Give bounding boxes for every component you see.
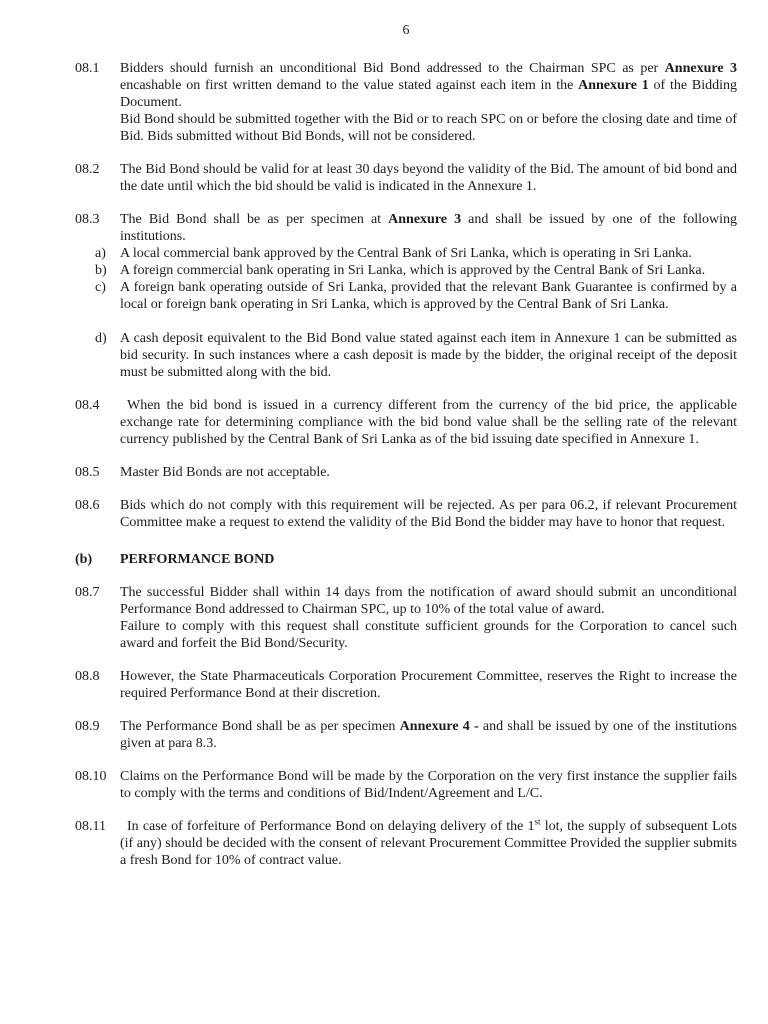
text-run: Master Bid Bonds are not acceptable. xyxy=(120,465,330,480)
paragraph xyxy=(120,668,737,702)
text-run: Annexure 1 xyxy=(578,78,649,93)
item-number: 08.9 xyxy=(75,719,100,734)
doc-item xyxy=(75,464,737,481)
text-run: and shall be issued by one of the following institutions. xyxy=(120,212,738,244)
paragraph xyxy=(120,245,737,262)
text-run: The Bid Bond shall be as per specimen at xyxy=(120,212,389,227)
doc-item xyxy=(75,60,737,145)
doc-item xyxy=(75,161,737,195)
item-number: 08.5 xyxy=(75,465,100,480)
paragraph xyxy=(120,330,737,381)
doc-item xyxy=(75,330,737,381)
text-run: of the Bidding Document. xyxy=(120,78,737,110)
text-run: Annexure 3 xyxy=(664,61,737,76)
text-run: st xyxy=(534,816,541,827)
document-body xyxy=(75,60,737,869)
paragraph xyxy=(120,718,737,752)
item-number: b) xyxy=(95,263,107,278)
doc-item xyxy=(75,397,737,448)
text-run: PERFORMANCE BOND xyxy=(120,552,275,567)
paragraph xyxy=(120,497,737,531)
paragraph xyxy=(120,161,737,195)
text-run: Bidders should furnish an unconditional Bid Bond addressed to the Chairman SPC as per xyxy=(120,61,665,76)
item-number: (b) xyxy=(75,552,93,567)
text-run: A foreign commercial bank operating in Sri Lanka, which is approved by the Central Bank of Sri Lanka. xyxy=(120,263,706,278)
doc-item xyxy=(75,584,737,652)
item-number: 08.6 xyxy=(75,498,100,513)
text-run: Annexure 3 xyxy=(388,212,462,227)
item-number: 08.7 xyxy=(75,585,100,600)
paragraph xyxy=(120,60,737,111)
paragraph xyxy=(120,211,737,245)
text-run: Annexure 4 - xyxy=(399,719,479,734)
paragraph xyxy=(120,768,737,802)
paragraph xyxy=(120,111,737,145)
text-run: When the bid bond is issued in a currency different from the currency of the bid price, the applicable exchange rate for determining compliance with the bid bond value shall be the selling rate of the relevant currency published by the Central Bank of Sri Lanka as of the bid issuing date specified in Annexure 1. xyxy=(120,398,737,447)
text-run: A local commercial bank approved by the Central Bank of Sri Lanka, which is operating in Sri Lanka. xyxy=(120,246,692,261)
doc-item xyxy=(75,245,737,262)
paragraph xyxy=(120,397,737,448)
item-number: 08.4 xyxy=(75,398,100,413)
item-number: 08.3 xyxy=(75,212,100,227)
section-heading xyxy=(75,551,737,568)
item-number: 08.11 xyxy=(75,819,106,834)
paragraph xyxy=(120,551,737,568)
paragraph xyxy=(120,464,737,481)
doc-item xyxy=(75,262,737,279)
text-run: and shall be issued by one of the institutions given at para 8.3. xyxy=(120,719,737,751)
text-run: A foreign bank operating outside of Sri Lanka, provided that the relevant Bank Guarantee is confirmed by a local or foreign bank operating in Sri Lanka, which is approved by the Central Bank of Sri Lanka. xyxy=(120,280,737,312)
text-run: However, the State Pharmaceuticals Corporation Procurement Committee, reserves the Right to increase the required Performance Bond at their discretion. xyxy=(120,669,737,701)
doc-item xyxy=(75,768,737,802)
item-number: 08.1 xyxy=(75,61,100,76)
text-run: The successful Bidder shall within 14 days from the notification of award should submit an unconditional Performance Bond addressed to Chairman SPC, up to 10% of the total value of award. xyxy=(120,585,737,617)
page-number: 6 xyxy=(402,23,410,38)
doc-item xyxy=(75,497,737,531)
text-run: Bids which do not comply with this requirement will be rejected. As per para 06.2, if relevant Procurement Committee make a request to extend the validity of the Bid Bond the bidder may have to honor that request. xyxy=(120,498,737,530)
text-run: encashable on first written demand to the value stated against each item in the xyxy=(120,78,579,93)
item-number: 08.10 xyxy=(75,769,107,784)
paragraph xyxy=(120,618,737,652)
text-run: Bid Bond should be submitted together with the Bid or to reach SPC on or before the closing date and time of Bid. Bids submitted without Bid Bonds, will not be considered. xyxy=(120,112,737,144)
paragraph xyxy=(120,279,737,313)
text-run: In case of forfeiture of Performance Bond on delaying delivery of the 1 xyxy=(127,819,535,834)
paragraph xyxy=(120,818,737,869)
item-number: d) xyxy=(95,331,107,346)
doc-item xyxy=(75,718,737,752)
item-number: 08.8 xyxy=(75,669,100,684)
text-run: lot, the supply of subsequent Lots (if any) should be decided with the consent of relevant Procurement Committee Provided the supplier submits a fresh Bond for 10% of contract value. xyxy=(120,819,737,868)
text-run: Claims on the Performance Bond will be made by the Corporation on the very first instance the supplier fails to comply with the terms and conditions of Bid/Indent/Agreement and L/C. xyxy=(120,769,737,801)
text-run: Failure to comply with this request shall constitute sufficient grounds for the Corporation to cancel such award and forfeit the Bid Bond/Security. xyxy=(120,619,737,651)
paragraph xyxy=(120,584,737,618)
doc-item xyxy=(75,211,737,245)
item-number: 08.2 xyxy=(75,162,100,177)
item-number: c) xyxy=(95,280,106,295)
doc-item xyxy=(75,818,737,869)
text-run: The Bid Bond should be valid for at least 30 days beyond the validity of the Bid. The amount of bid bond and the date until which the bid should be valid is indicated in the Annexure 1. xyxy=(120,162,737,194)
doc-item xyxy=(75,668,737,702)
text-run: The Performance Bond shall be as per specimen xyxy=(120,719,400,734)
text-run: A cash deposit equivalent to the Bid Bond value stated against each item in Annexure 1 can be submitted as bid security. In such instances where a cash deposit is made by the bidder, the original receipt of the deposit must be submitted along with the bid. xyxy=(120,331,737,380)
paragraph xyxy=(120,262,737,279)
doc-item xyxy=(75,279,737,313)
item-number: a) xyxy=(95,246,106,261)
